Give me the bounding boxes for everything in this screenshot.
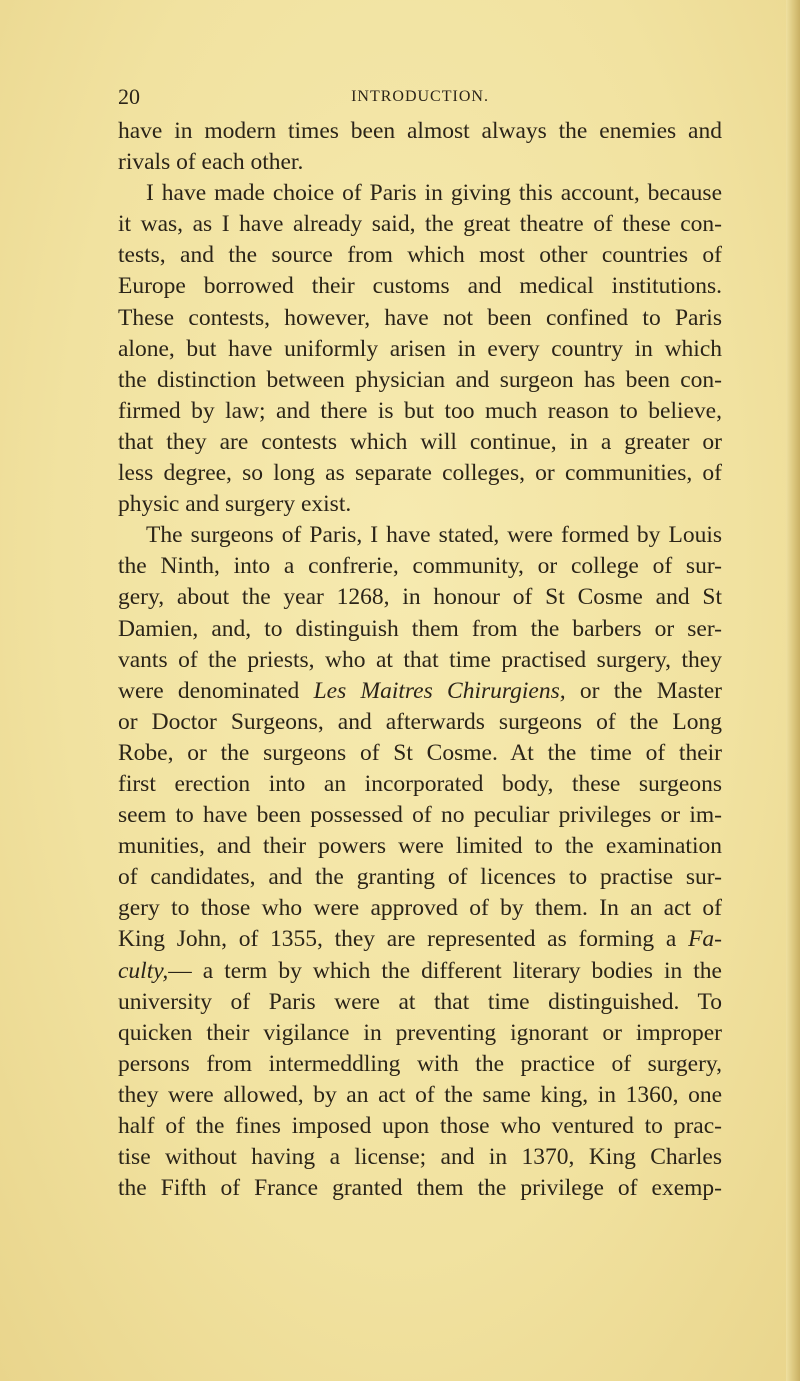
text-line: Europe borrowed their customs and medical institutions. — [118, 273, 722, 300]
text-line: physic and surgery exist. — [118, 491, 352, 518]
body-text — [118, 116, 722, 1204]
text-line: These contests, however, have not been confined to Paris — [118, 304, 722, 331]
page-number: 20 — [118, 84, 140, 109]
text-line: gery, about the year 1268, in honour of St Cosme and St — [118, 584, 722, 611]
text-line: it was, as I have already said, the great theatre of these con- — [118, 211, 722, 238]
text-line: The surgeons of Paris, I have stated, were formed by Louis — [146, 522, 722, 549]
text-line: firmed by law; and there is but too much reason to believe, — [118, 397, 722, 424]
page-header — [118, 84, 722, 114]
text-line: they were allowed, by an act of the same king, in 1360, one — [118, 1081, 722, 1108]
text-line: tests, and the source from which most other countries of — [118, 242, 722, 269]
text-line: Robe, or the surgeons of St Cosme. At the time of their — [118, 739, 722, 766]
text-span: — a term by which the different literary bodies in the — [168, 957, 722, 984]
text-line: Damien, and, to distinguish them from the barbers or ser- — [118, 615, 722, 642]
italic-text: Les Maitres Chirurgiens, — [313, 677, 566, 704]
text-line: munities, and their powers were limited to the examination — [118, 833, 722, 860]
text-line: that they are contests which will continue, in a greater or — [118, 428, 722, 455]
text-line: half of the fines imposed upon those who ventured to prac- — [118, 1113, 722, 1139]
text-span: or the Master — [565, 677, 722, 704]
text-line: university of Paris were at that time distinguished. To — [118, 988, 722, 1015]
running-head: INTRODUCTION. — [351, 88, 489, 105]
text-line — [118, 924, 722, 955]
text-line: the Fifth of France granted them the privilege of exemp- — [118, 1175, 722, 1202]
text-line: first erection into an incorporated body, these surgeons — [118, 770, 722, 797]
text-line: less degree, so long as separate colleges, or communities, of — [118, 460, 722, 487]
text-line: the distinction between physician and surgeon has been con- — [118, 366, 722, 393]
italic-text: Fa- — [688, 926, 722, 953]
text-line — [118, 956, 722, 987]
text-line: have in modern times been almost always the enemies and — [118, 118, 722, 144]
text-line: of candidates, and the granting of licences to practise sur- — [118, 864, 722, 891]
text-span: were denominated — [118, 677, 314, 704]
text-line: seem to have been possessed of no peculiar privileges or im- — [118, 802, 722, 829]
text-line: tise without having a license; and in 1370, King Charles — [118, 1144, 722, 1171]
text-span: King John, of 1355, they are represented as forming a — [118, 926, 689, 953]
text-line — [118, 676, 722, 707]
page-edge — [786, 0, 800, 1381]
text-line: gery to those who were approved of by them. In an act of — [118, 895, 722, 922]
text-line: alone, but have uniformly arisen in every country in which — [118, 335, 722, 362]
text-line: I have made choice of Paris in giving this account, because — [146, 180, 722, 207]
text-line: persons from intermeddling with the practice of surgery, — [118, 1050, 722, 1077]
text-line: the Ninth, into a confrerie, community, or college of sur- — [118, 553, 722, 580]
italic-text: culty, — [118, 957, 169, 984]
text-line: rivals of each other. — [118, 149, 304, 176]
text-line: quicken their vigilance in preventing ignorant or improper — [118, 1019, 722, 1046]
text-line: or Doctor Surgeons, and afterwards surgeons of the Long — [118, 708, 722, 735]
text-line: vants of the priests, who at that time practised surgery, they — [118, 646, 722, 673]
